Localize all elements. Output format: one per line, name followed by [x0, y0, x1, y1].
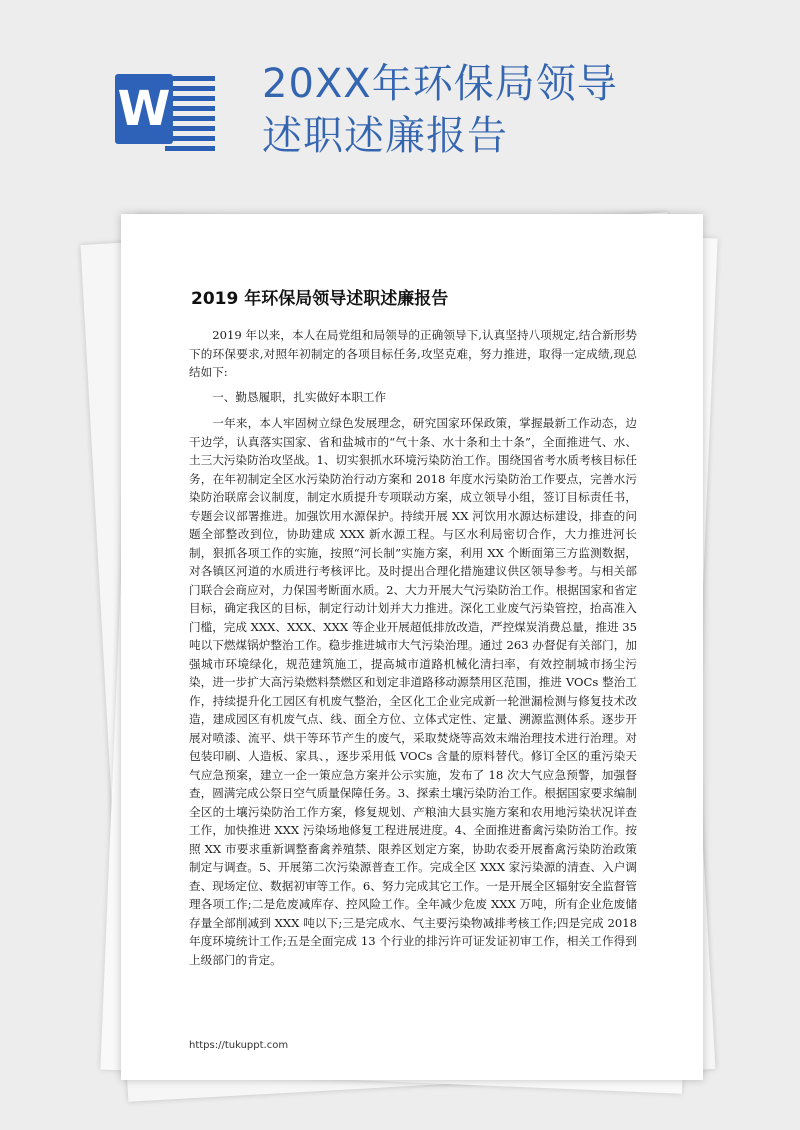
document-page	[121, 214, 703, 1080]
banner-title-line2: 述职述廉报告	[262, 113, 508, 159]
banner-title-line1: 20XX年环保局领导	[262, 61, 618, 107]
document-body	[189, 326, 637, 969]
section-paragraph: 一年来，本人牢固树立绿色发展理念，研究国家环保政策，掌握最新工作动态，边干边学，认真落实国家、省和盐城市的“气十条、水十条和土十条”，全面推进气、水、土三大污染防治攻坚战。1、切实狠抓水环境污染防治工作。围绕国省考水质考核目标任务，在年初制定全区水污染防治行动方案和 2018 年度水污染防治工作要点，完善水污染防治联席会议制度，制定水质提升专项联动方案，成立领导小组，签订目标责任书，专题会议部署推进。加强饮用水源保护。持续开展 XX 河饮用水源达标建设，排查的问题全部整改到位，协助建成 XXX 新水源工程。与区水利局密切合作，大力推进河长制，狠抓各项工作的实施，按照“河长制”实施方案，利用 XX 个断面第三方监测数据，对各镇区河道的水质进行考核评比。及时提出合理化措施建议供区领导参考。与相关部门联合会商应对，力保国考断面水质。2、大力开展大气污染防治工作。根据国家和省定目标，确定我区的目标，制定行动计划并大力推进。深化工业废气污染管控，抬高准入门槛，完成 XXX、XXX、XXX 等企业开展超低排放改造，严控煤炭消费总量，推进 35 吨以下燃煤锅炉整治工作。稳步推进城市大气污染治理。通过 263 办督促有关部门，加强城市环境绿化，规范建筑施工，提高城市道路机械化清扫率，有效控制城市扬尘污染，进一步扩大高污染燃料禁燃区和划定非道路移动源禁用区范围，推进 VOCs 整治工作，持续提升化工园区有机废气整治，全区化工企业完成新一轮泄漏检测与修复技术改造，建成园区有机废气点、线、面全方位、立体式定性、定量、溯源监测体系。逐步开展对喷漆、流平、烘干等环节产生的废气，采取焚烧等高效末端治理技术进行治理。对包装印刷、人造板、家具、，逐步采用低 VOCs 含量的原料替代。修订全区的重污染天气应急预案，建立一企一策应急方案并公示实施，发布了 18 次大气应急预警，加强督查，圆满完成公祭日空气质量保障任务。3、探索土壤污染防治工作。根据国家要求编制全区的土壤污染防治工作方案，修复规划、产粮油大县实施方案和农用地污染状况详查工作，加快推进 XXX 污染场地修复工程进展进度。4、全面推进畜禽污染防治工作。按照 XX 市要求重新调整畜禽养殖禁、限养区划定方案，协助农委开展畜禽污染防治政策制定与调查。5、开展第二次污染源普查工作。完成全区 XXX 家污染源的清查、入户调查、现场定位、数据初审等工作。6、努力完成其它工作。一是开展全区辐射安全监督管理各项工作;二是危废减库存、控风险工作。全年减少危废 XXX 万吨，所有企业危废储存量全部削减到 XXX 吨以下;三是完成水、气主要污染物减排考核工作;四是完成 2018 年度环境统计工作;五是全面完成 13 个行业的排污许可证发证初审工作，相关工作得到上级部门的肯定。	[189, 416, 637, 967]
word-w-badge: W	[115, 74, 173, 144]
word-document-icon	[115, 62, 215, 162]
document-title: 2019 年环保局领导述职述廉报告	[191, 289, 449, 309]
intro-paragraph: 2019 年以来，本人在局党组和局领导的正确领导下,认真坚持八项规定,结合新形势下的环保要求,对照年初制定的各项目标任务,攻坚克难，努力推进，取得一定成绩,现总结如下:	[189, 328, 637, 379]
footer-url: https://tukuppt.com	[189, 1040, 289, 1051]
banner-title	[262, 58, 682, 162]
section-heading: 一、勤恳履职，扎实做好本职工作	[212, 389, 387, 404]
